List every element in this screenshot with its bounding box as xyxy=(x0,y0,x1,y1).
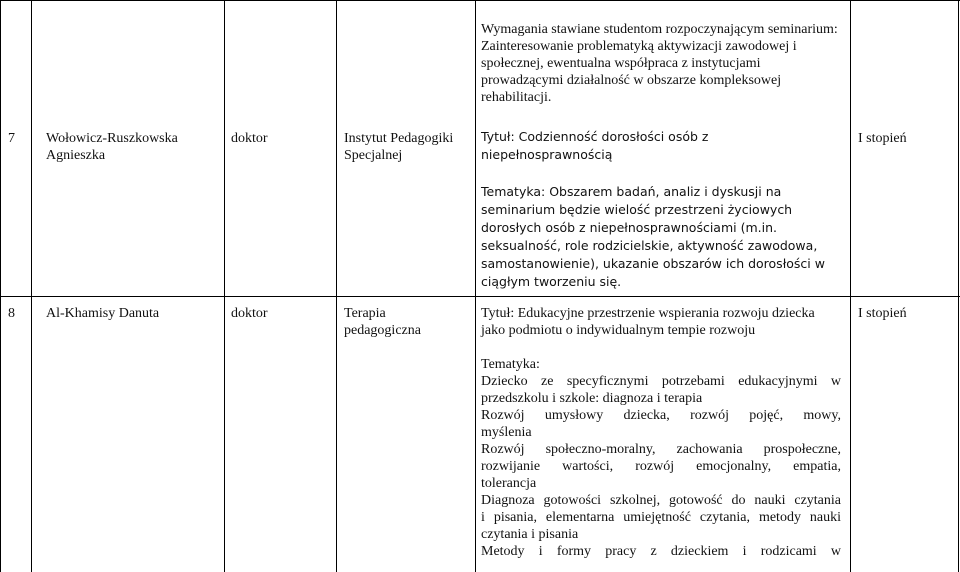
institute: Instytut Pedagogiki Specjalnej xyxy=(344,131,454,163)
study-level: I stopień xyxy=(858,306,907,321)
table-column-divider xyxy=(850,0,851,572)
table-border-right xyxy=(958,0,959,572)
seminar-requirements: Wymagania stawiane studentom rozpoczynającym seminarium: Zainteresowanie problematyką aktywizacji zawodowej i społecznej, ewentualna współpraca z instytucjami prowadzącymi działalność w obszarze kompleksowej rehabilitacji. xyxy=(481,22,838,105)
person-name: Al-Khamisy Danuta xyxy=(46,306,160,321)
topic-line: czytania i pisania xyxy=(481,527,579,542)
table-column-divider xyxy=(31,0,32,572)
table-row-divider xyxy=(0,296,960,297)
topic-line: tolerancja xyxy=(481,476,537,491)
study-level: I stopień xyxy=(858,131,907,146)
table-column-divider xyxy=(475,0,476,572)
seminar-title: Tytuł: Edukacyjne przestrzenie wspierania rozwoju dziecka jako podmiotu o indywidualnym tempie rozwoju xyxy=(481,306,815,338)
topic-line: Metody i formy pracy z dzieckiem i rodzicami w xyxy=(481,544,841,559)
topic-line: rozwijanie wartości, rozwój emocjonalny, empatia, xyxy=(481,459,841,474)
topic-line: Rozwój społeczno-moralny, zachowania prospołeczne, xyxy=(481,442,841,457)
academic-degree: doktor xyxy=(231,306,268,321)
specialization: Terapia pedagogiczna xyxy=(344,306,421,338)
seminar-topics: Tematyka: Obszarem badań, analiz i dyskusji na seminarium będzie wielość przestrzeni życiowych dorosłych osób z niepełnosprawnościami (m.in. seksualność, role rodzicielskie, aktywność zawodowa, samostanowienie), ukazanie obszarów ich dorosłości w ciągłym tworzeniu się. xyxy=(481,184,825,289)
topics-label: Tematyka: xyxy=(481,357,540,372)
person-name: Wołowicz-Ruszkowska Agnieszka xyxy=(46,131,178,163)
table-border-left xyxy=(0,0,1,572)
seminar-topics xyxy=(481,356,841,560)
row-number: 7 xyxy=(8,131,15,146)
topic-line: przedszkolu i szkole: diagnoza i terapia xyxy=(481,391,703,406)
topic-line: Diagnoza gotowości szkolnej, gotowość do nauki czytania xyxy=(481,493,841,508)
table-column-divider xyxy=(336,0,337,572)
topic-line: Dziecko ze specyficznymi potrzebami edukacyjnymi w xyxy=(481,374,841,389)
academic-degree: doktor xyxy=(231,131,268,146)
topic-line: myślenia xyxy=(481,425,532,440)
table-border-top xyxy=(0,0,960,1)
topic-line: i pisania, elementarna umiejętność czytania, metody nauki xyxy=(481,510,841,525)
row-number: 8 xyxy=(8,306,15,321)
seminar-title: Tytuł: Codzienność dorosłości osób z niepełnosprawnością xyxy=(481,129,709,162)
table-column-divider xyxy=(224,0,225,572)
topic-line: Rozwój umysłowy dziecka, rozwój pojęć, mowy, xyxy=(481,408,841,423)
